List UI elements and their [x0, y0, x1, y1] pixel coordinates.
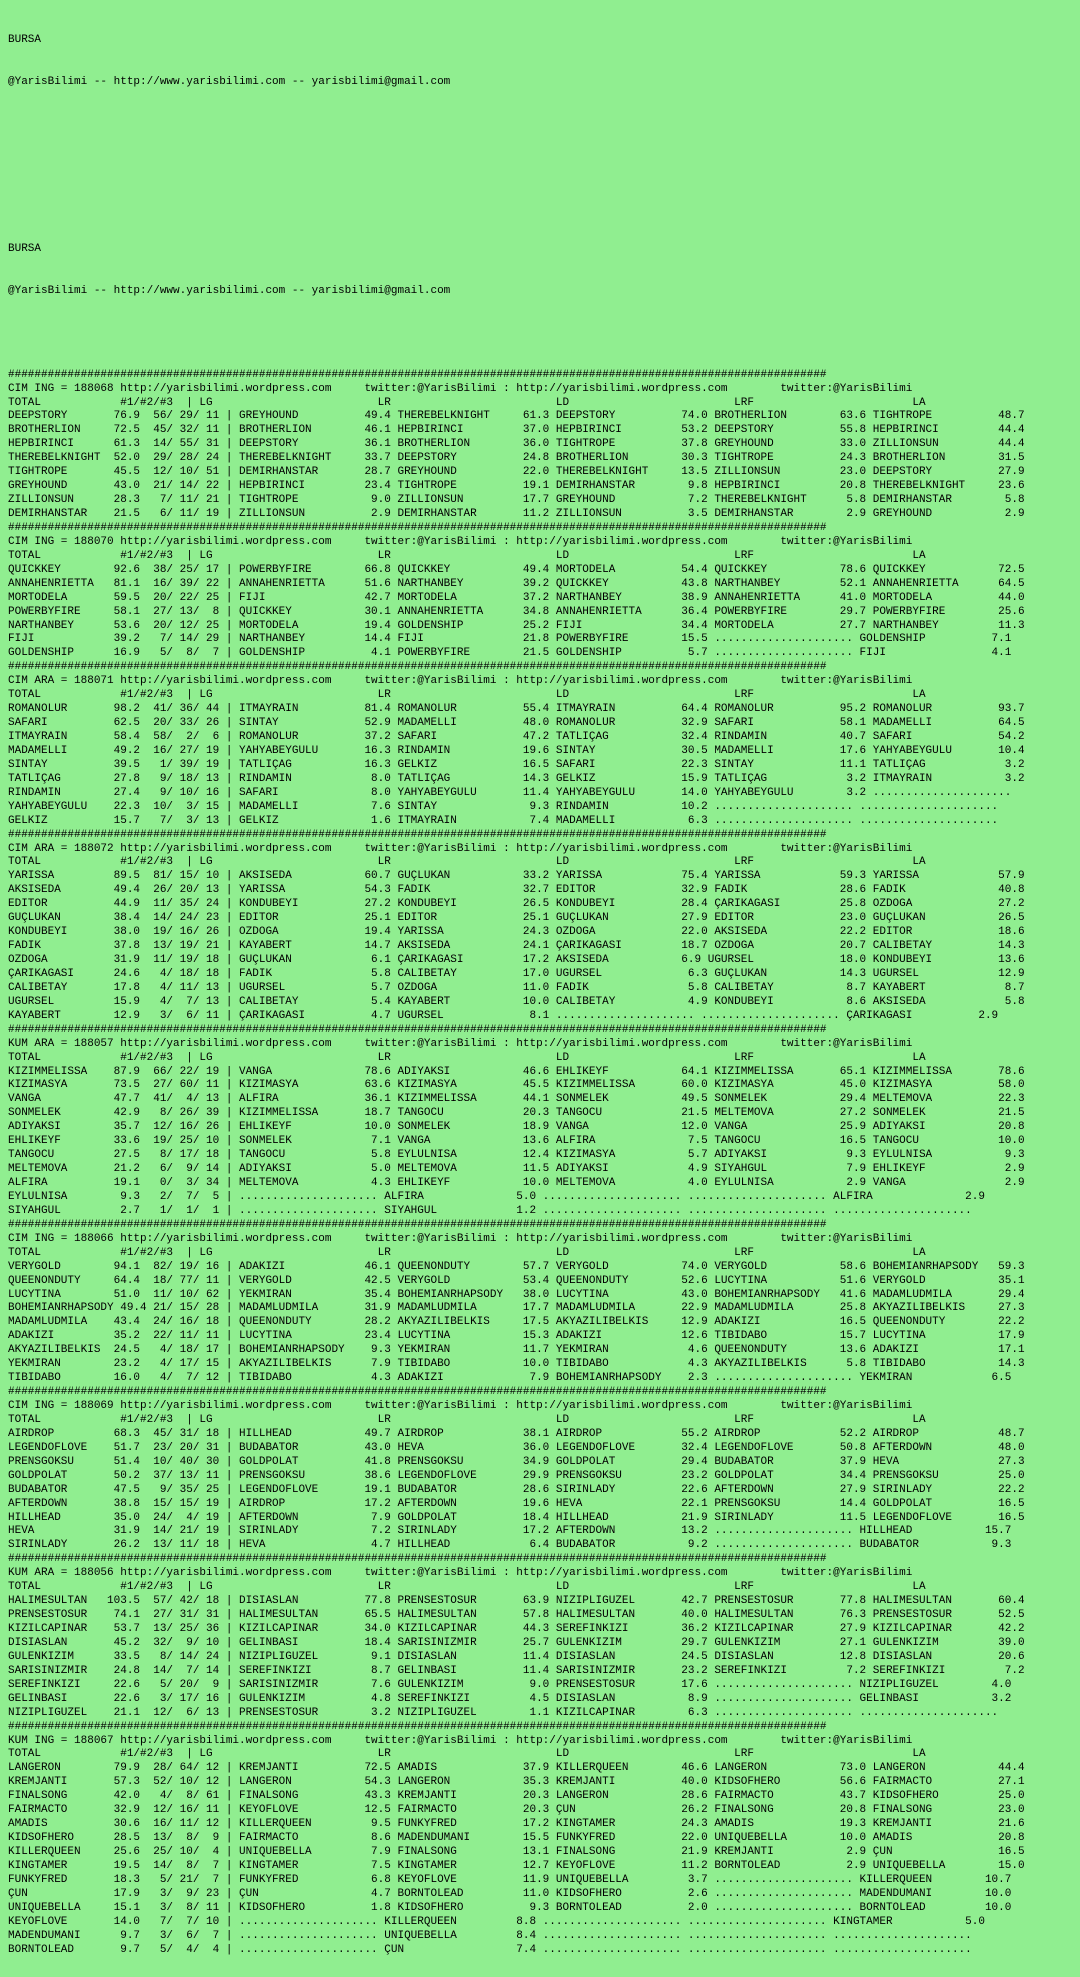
- race-row: ADAKIZI 35.2 22/ 11/ 11 | LUCYTINA 23.4 LUCYTINA 15.3 ADAKIZI 12.6 TIBIDABO 15.7 LUCYTINA 17.9: [8, 1330, 1025, 1343]
- race-row: AKYAZILIBELKIS 24.5 4/ 18/ 17 | BOHEMIANRHAPSODY 9.3 YEKMIRAN 11.7 YEKMIRAN 4.6 QUEENONDUTY 13.6 ADAKIZI 17.1: [8, 1344, 1025, 1357]
- race-row: MORTODELA 59.5 20/ 22/ 25 | FIJI 42.7 MORTODELA 37.2 NARTHANBEY 38.9 ANNAHENRIETTA 41.0 MORTODELA 44.0: [8, 591, 1025, 604]
- race-title: CIM ING = 188070 http://yarisbilimi.wordpress.com twitter:@YarisBilimi : http://yarisbilimi.wordpress.com twitter:@YarisBilimi: [8, 535, 913, 548]
- race-row: UGURSEL 15.9 4/ 7/ 13 | CALIBETAY 5.4 KAYABERT 10.0 CALIBETAY 4.9 KONDUBEYI 8.6 AKSISEDA 5.8: [8, 995, 1025, 1008]
- race-block: [8, 1721, 1072, 1958]
- race-row: DEEPSTORY 76.9 56/ 29/ 11 | GREYHOUND 49.4 THEREBELKNIGHT 61.3 DEEPSTORY 74.0 BROTHERLION 63.6 TIGHTROPE 48.7: [8, 410, 1025, 423]
- race-row: KONDUBEYI 38.0 19/ 16/ 26 | ÖZDOGA 19.4 YARISSA 24.3 ÖZDOGA 22.0 AKSISEDA 22.2 EDITÖR 18.6: [8, 926, 1025, 939]
- race-row: MELTEMOVA 21.2 6/ 9/ 14 | ADIYAKSI 5.0 MELTEMOVA 11.5 ADIYAKSI 4.9 SIYAHGÜL 7.9 EHLIKEYF 2.9: [8, 1163, 1025, 1176]
- separator-line: ############################################################################################################################: [8, 661, 827, 674]
- race-row: BORNTOLEAD 9.7 5/ 4/ 4 | ..................... ÇUN 7.4 ..................... ..................... .....................: [8, 1943, 972, 1956]
- race-row: NIZIPLIGÜZEL 21.1 12/ 6/ 13 | PRENSESTOSUR 3.2 NIZIPLIGÜZEL 1.1 KIZILCAPINAR 6.3 ..................... .....................: [8, 1706, 999, 1719]
- race-row: HEPBIRINCI 61.3 14/ 55/ 31 | DEEPSTORY 36.1 BROTHERLION 36.0 TIGHTROPE 37.8 GREYHOUND 33.0 ZILLIONSUN 44.4: [8, 438, 1025, 451]
- race-row: DEMIRHANSTAR 21.5 6/ 11/ 19 | ZILLIONSUN 2.9 DEMIRHANSTAR 11.2 ZILLIONSUN 3.5 DEMIRHANSTAR 2.9 GREYHOUND 2.9: [8, 508, 1025, 521]
- race-row: BUDABATOR 47.5 9/ 35/ 25 | LEGENDOFLOVE 19.1 BUDABATOR 28.6 SIRINLADY 22.6 AFTERDOWN 27.9 SIRINLADY 22.2: [8, 1483, 1025, 1496]
- race-row: SEREFINKIZI 22.6 5/ 20/ 9 | SARISINIZMIR 7.6 GÜLENKIZIM 9.0 PRENSESTOSUR 17.6 ..................... NIZIPLIGÜZEL 4.0: [8, 1678, 1012, 1691]
- race-row: ITMAYRAIN 58.4 58/ 2/ 6 | ROMANOLUR 37.2 SAFARI 47.2 TATLIÇAG 32.4 RINDAMIN 40.7 SAFARI 54.2: [8, 731, 1025, 744]
- race-row: ÇARIKAGASI 24.6 4/ 18/ 18 | FADIK 5.8 CALIBETAY 17.0 UGURSEL 6.3 GÜÇLÜKAN 14.3 UGURSEL 12.9: [8, 967, 1025, 980]
- race-row: HALIMESULTAN 103.5 57/ 42/ 18 | DISIASLAN 77.8 PRENSESTOSUR 63.9 NIZIPLIGÜZEL 42.7 PRENSESTOSUR 77.8 HALIMESULTAN 60.4: [8, 1595, 1025, 1608]
- race-row: PRENSESTOSUR 74.1 27/ 31/ 31 | HALIMESULTAN 65.5 HALIMESULTAN 57.8 HALIMESULTAN 40.0 HALIMESULTAN 76.3 PRENSESTOSUR 52.5: [8, 1609, 1025, 1622]
- race-block: [8, 522, 1072, 661]
- race-row: EYLÜLNISA 9.3 2/ 7/ 5 | ..................... ALFIRA 5.0 ..................... ..................... ALFIRA 2.9: [8, 1190, 985, 1203]
- race-row: MADAMELLI 49.2 16/ 27/ 19 | YAHYABEYGÜLÜ 16.3 RINDAMIN 19.6 SINTAY 30.5 MADAMELLI 17.6 YAHYABEYGÜLÜ 10.4: [8, 744, 1025, 757]
- race-row: GÜÇLÜKAN 38.4 14/ 24/ 23 | EDITÖR 25.1 EDITÖR 25.1 GÜÇLÜKAN 27.9 EDITÖR 23.0 GÜÇLÜKAN 26.5: [8, 912, 1025, 925]
- race-row: FUNKYFRED 18.3 5/ 21/ 7 | FUNKYFRED 6.8 KEYOFLOVE 11.9 UNIQUEBELLA 3.7 ..................... KILLERQUEEN 10.7: [8, 1873, 1012, 1886]
- race-row: KEYOFLOVE 14.0 7/ 7/ 10 | ..................... KILLERQUEEN 8.8 ..................... ..................... KINGTAMER 5.0: [8, 1915, 985, 1928]
- race-row: GELINBASI 22.6 3/ 17/ 16 | GÜLENKIZIM 4.8 SEREFINKIZI 4.5 DISIASLAN 8.9 ..................... GELINBASI 3.2: [8, 1692, 1012, 1705]
- race-column-header: TOTAL #1/#2/#3 | LG LR LD LRF LA: [8, 1051, 926, 1064]
- race-row: FIJI 39.2 7/ 14/ 29 | NARTHANBEY 14.4 FIJI 21.8 POWERBYFIRE 15.5 ..................... GOLDENSHIP 7.1: [8, 633, 1012, 646]
- race-row: QUICKKEY 92.6 38/ 25/ 17 | POWERBYFIRE 66.8 QUICKKEY 49.4 MORTODELA 54.4 QUICKKEY 78.6 QUICKKEY 72.5: [8, 563, 1025, 576]
- separator-line: ############################################################################################################################: [8, 1023, 827, 1036]
- race-row: PRENSGÖKSU 51.4 10/ 40/ 30 | GOLDPOLAT 41.8 PRENSGÖKSU 34.9 GOLDPOLAT 29.4 BUDABATOR 37.9 HEVA 27.3: [8, 1455, 1025, 1468]
- race-row: AKSISEDA 49.4 26/ 20/ 13 | YARISSA 54.3 FADIK 32.7 EDITÖR 32.9 FADIK 28.6 FADIK 40.8: [8, 884, 1025, 897]
- race-row: AMADIS 30.6 16/ 11/ 12 | KILLERQUEEN 9.5 FUNKYFRED 17.2 KINGTAMER 24.3 AMADIS 19.3 KREMJANTI 21.6: [8, 1818, 1025, 1831]
- race-row: SINTAY 39.5 1/ 39/ 19 | TATLIÇAG 16.3 GELKIZ 16.5 SAFARI 22.3 SINTAY 11.1 TATLIÇAG 3.2: [8, 758, 1025, 771]
- race-row: LUCYTINA 51.0 11/ 10/ 62 | YEKMIRAN 35.4 BOHEMIANRHAPSODY 38.0 LUCYTINA 43.0 BOHEMIANRHAPSODY 41.6 MADAMLUDMILA 29.4: [8, 1288, 1025, 1301]
- race-column-header: TOTAL #1/#2/#3 | LG LR LD LRF LA: [8, 1413, 926, 1426]
- race-row: POWERBYFIRE 58.1 27/ 13/ 8 | QUICKKEY 30.1 ANNAHENRIETTA 34.8 ANNAHENRIETTA 36.4 POWERBYFIRE 29.7 POWERBYFIRE 25.6: [8, 605, 1025, 618]
- race-column-header: TOTAL #1/#2/#3 | LG LR LD LRF LA: [8, 1246, 926, 1259]
- race-row: SONMELEK 42.9 8/ 26/ 39 | KIZIMMELISSA 18.7 TANGOCU 20.3 TANGOCU 21.5 MELTEMOVA 27.2 SONMELEK 21.5: [8, 1107, 1025, 1120]
- race-row: TIBIDABO 16.0 4/ 7/ 12 | TIBIDABO 4.3 ADAKIZI 7.9 BOHEMIANRHAPSODY 2.3 ..................... YEKMIRAN 6.5: [8, 1372, 1012, 1385]
- race-title: CIM ARA = 188071 http://yarisbilimi.wordpress.com twitter:@YarisBilimi : http://yarisbilimi.wordpress.com twitter:@YarisBilimi: [8, 675, 913, 688]
- race-row: AFTERDOWN 38.8 15/ 15/ 19 | AIRDROP 17.2 AFTERDOWN 19.6 HEVA 22.1 PRENSGÖKSU 14.4 GOLDPOLAT 16.5: [8, 1497, 1025, 1510]
- race-row: RINDAMIN 27.4 9/ 10/ 16 | SAFARI 8.0 YAHYABEYGÜLÜ 11.4 YAHYABEYGÜLÜ 14.0 YAHYABEYGÜLÜ 3.2 .....................: [8, 786, 1012, 799]
- separator-line: ############################################################################################################################: [8, 1553, 827, 1566]
- race-row: GOLDENSHIP 16.9 5/ 8/ 7 | GOLDENSHIP 4.1 POWERBYFIRE 21.5 GOLDENSHIP 5.7 ..................... FIJI 4.1: [8, 647, 1012, 660]
- race-row: KIZIMMELISSA 87.9 66/ 22/ 19 | VANGA 78.6 ADIYAKSI 46.6 EHLIKEYF 64.1 KIZIMMELISSA 65.1 KIZIMMELISSA 78.6: [8, 1065, 1025, 1078]
- race-column-header: TOTAL #1/#2/#3 | LG LR LD LRF LA: [8, 549, 926, 562]
- blank-line: [8, 118, 1072, 132]
- race-row: BROTHERLION 72.5 45/ 32/ 11 | BROTHERLION 46.1 HEPBIRINCI 37.0 HEPBIRINCI 53.2 DEEPSTORY 55.8 HEPBIRINCI 44.4: [8, 424, 1025, 437]
- race-row: KIZILCAPINAR 53.7 13/ 25/ 36 | KIZILCAPINAR 34.0 KIZILCAPINAR 44.3 SEREFINKIZI 36.2 KIZILCAPINAR 27.9 KIZILCAPINAR 42.2: [8, 1623, 1025, 1636]
- race-row: GELKIZ 15.7 7/ 3/ 13 | GELKIZ 1.6 ITMAYRAIN 7.4 MADAMELLI 6.3 ..................... .....................: [8, 814, 999, 827]
- race-column-header: TOTAL #1/#2/#3 | LG LR LD LRF LA: [8, 689, 926, 702]
- race-row: ADIYAKSI 35.7 12/ 16/ 26 | EHLIKEYF 10.0 SONMELEK 18.9 VANGA 12.0 VANGA 25.9 ADIYAKSI 20.8: [8, 1121, 1025, 1134]
- separator-line: ############################################################################################################################: [8, 1386, 827, 1399]
- race-row: YEKMIRAN 23.2 4/ 17/ 15 | AKYAZILIBELKIS 7.9 TIBIDABO 10.0 TIBIDABO 4.3 AKYAZILIBELKIS 5.8 TIBIDABO 14.3: [8, 1358, 1025, 1371]
- separator-line: ############################################################################################################################: [8, 1720, 827, 1733]
- race-title: KUM ING = 188067 http://yarisbilimi.wordpress.com twitter:@YarisBilimi : http://yarisbilimi.wordpress.com twitter:@YarisBilimi: [8, 1734, 913, 1747]
- race-row: LANGERON 79.9 28/ 64/ 12 | KREMJANTI 72.5 AMADIS 37.9 KILLERQUEEN 46.6 LANGERON 73.0 LANGERON 44.4: [8, 1762, 1025, 1775]
- race-block: [8, 1219, 1072, 1386]
- race-row: GOLDPOLAT 50.2 37/ 13/ 11 | PRENSGÖKSU 38.6 LEGENDOFLOVE 29.9 PRENSGÖKSU 23.2 GOLDPOLAT 34.4 PRENSGÖKSU 25.0: [8, 1469, 1025, 1482]
- race-title: KUM ARA = 188057 http://yarisbilimi.wordpress.com twitter:@YarisBilimi : http://yarisbilimi.wordpress.com twitter:@YarisBilimi: [8, 1037, 913, 1050]
- race-row: ALFIRA 19.1 0/ 3/ 34 | MELTEMOVA 4.3 EHLIKEYF 10.0 MELTEMOVA 4.0 EYLÜLNISA 2.9 VANGA 2.9: [8, 1177, 1025, 1190]
- race-row: KAYABERT 12.9 3/ 6/ 11 | ÇARIKAGASI 4.7 UGURSEL 8.1 ..................... ..................... ÇARIKAGASI 2.9: [8, 1009, 999, 1022]
- race-row: NARTHANBEY 53.6 20/ 12/ 25 | MORTODELA 19.4 GOLDENSHIP 25.2 FIJI 34.4 MORTODELA 27.7 NARTHANBEY 11.3: [8, 619, 1025, 632]
- race-row: VANGA 47.7 41/ 4/ 13 | ALFIRA 36.1 KIZIMMELISSA 44.1 SONMELEK 49.5 SONMELEK 29.4 MELTEMOVA 22.3: [8, 1093, 1025, 1106]
- race-column-header: TOTAL #1/#2/#3 | LG LR LD LRF LA: [8, 396, 926, 409]
- race-row: KIZIMASYA 73.5 27/ 60/ 11 | KIZIMASYA 63.6 KIZIMASYA 45.5 KIZIMMELISSA 60.0 KIZIMASYA 45.0 KIZIMASYA 58.0: [8, 1079, 1025, 1092]
- separator-line: ############################################################################################################################: [8, 368, 827, 381]
- race-row: HILLHEAD 35.0 24/ 4/ 19 | AFTERDOWN 7.9 GOLDPOLAT 18.4 HILLHEAD 21.9 SIRINLADY 11.5 LEGENDOFLOVE 16.5: [8, 1511, 1025, 1524]
- race-row: VERYGOLD 94.1 82/ 19/ 16 | ADAKIZI 46.1 QUEENONDUTY 57.7 VERYGOLD 74.0 VERYGOLD 58.6 BOHEMIANRHAPSODY 59.3: [8, 1260, 1025, 1273]
- race-row: MADENDUMANI 9.7 3/ 6/ 7 | ..................... UNIQUEBELLA 8.4 ..................... ..................... .....................: [8, 1929, 972, 1942]
- race-row: LEGENDOFLOVE 51.7 23/ 20/ 31 | BUDABATOR 43.0 HEVA 36.0 LEGENDOFLOVE 32.4 LEGENDOFLOVE 50.8 AFTERDOWN 48.0: [8, 1441, 1025, 1454]
- race-title: CIM ING = 188066 http://yarisbilimi.wordpress.com twitter:@YarisBilimi : http://yarisbilimi.wordpress.com twitter:@YarisBilimi: [8, 1232, 913, 1245]
- race-row: GREYHOUND 43.0 21/ 14/ 22 | HEPBIRINCI 23.4 TIGHTROPE 19.1 DEMIRHANSTAR 9.8 HEPBIRINCI 20.8 THEREBELKNIGHT 23.6: [8, 480, 1025, 493]
- contact-line: @YarisBilimi -- http://www.yarisbilimi.com -- yarisbilimi@gmail.com: [8, 284, 451, 297]
- race-block: [8, 1386, 1072, 1553]
- race-row: EDITÖR 44.9 11/ 35/ 24 | KONDUBEYI 27.2 KONDUBEYI 26.5 KONDUBEYI 28.4 ÇARIKAGASI 25.8 ÖZDOGA 27.2: [8, 898, 1025, 911]
- race-row: GÜLENKIZIM 33.5 8/ 14/ 24 | NIZIPLIGÜZEL 9.1 DISIASLAN 11.4 DISIASLAN 24.5 DISIASLAN 12.8 DISIASLAN 20.6: [8, 1650, 1025, 1663]
- race-row: YAHYABEYGÜLÜ 22.3 10/ 3/ 15 | MADAMELLI 7.6 SINTAY 9.3 RINDAMIN 10.2 ..................... .....................: [8, 800, 999, 813]
- race-row: FAIRMACTO 32.9 12/ 16/ 11 | KEYOFLOVE 12.5 FAIRMACTO 20.3 ÇUN 26.2 FINALSONG 20.8 FINALSONG 23.0: [8, 1804, 1025, 1817]
- race-title: CIM ARA = 188072 http://yarisbilimi.wordpress.com twitter:@YarisBilimi : http://yarisbilimi.wordpress.com twitter:@YarisBilimi: [8, 842, 913, 855]
- race-row: TANGOCU 27.5 8/ 17/ 18 | TANGOCU 5.8 EYLÜLNISA 12.4 KIZIMASYA 5.7 ADIYAKSI 9.3 EYLÜLNISA 9.3: [8, 1149, 1025, 1162]
- race-row: AIRDROP 68.3 45/ 31/ 18 | HILLHEAD 49.7 AIRDROP 38.1 AIRDROP 55.2 AIRDROP 52.2 AIRDROP 48.7: [8, 1427, 1025, 1440]
- race-row: ÇUN 17.9 3/ 9/ 23 | ÇUN 4.7 BORNTOLEAD 11.0 KIDSOFHERO 2.6 ..................... MADENDUMANI 10.0: [8, 1887, 1012, 1900]
- separator-line: ############################################################################################################################: [8, 521, 827, 534]
- race-row: ANNAHENRIETTA 81.1 16/ 39/ 22 | ANNAHENRIETTA 51.6 NARTHANBEY 39.2 QUICKKEY 43.8 NARTHANBEY 52.1 ANNAHENRIETTA 64.5: [8, 577, 1025, 590]
- race-row: YARISSA 89.5 81/ 15/ 10 | AKSISEDA 60.7 GÜÇLÜKAN 33.2 YARISSA 75.4 YARISSA 59.3 YARISSA 57.9: [8, 870, 1025, 883]
- race-row: UNIQUEBELLA 15.1 3/ 8/ 11 | KIDSOFHERO 1.8 KIDSOFHERO 9.3 BORNTOLEAD 2.0 ..................... BORNTOLEAD 10.0: [8, 1901, 1012, 1914]
- blank-line: [8, 327, 1072, 341]
- race-block: [8, 829, 1072, 1024]
- race-row: DISIASLAN 45.2 32/ 9/ 10 | GELINBASI 18.4 SARISINIZMIR 25.7 GÜLENKIZIM 29.7 GÜLENKIZIM 27.1 GÜLENKIZIM 39.0: [8, 1636, 1025, 1649]
- race-row: SARISINIZMIR 24.8 14/ 7/ 14 | SEREFINKIZI 8.7 GELINBASI 11.4 SARISINIZMIR 23.2 SEREFINKIZI 7.2 SEREFINKIZI 7.2: [8, 1664, 1025, 1677]
- race-row: ZILLIONSUN 28.3 7/ 11/ 21 | TIGHTROPE 9.0 ZILLIONSUN 17.7 GREYHOUND 7.2 THEREBELKNIGHT 5.8 DEMIRHANSTAR 5.8: [8, 494, 1025, 507]
- race-row: SIYAHGÜL 2.7 1/ 1/ 1 | ..................... SIYAHGÜL 1.2 ..................... ..................... .....................: [8, 1204, 972, 1217]
- race-block: [8, 1024, 1072, 1219]
- race-row: THEREBELKNIGHT 52.0 29/ 28/ 24 | THEREBELKNIGHT 33.7 DEEPSTORY 24.8 BROTHERLION 30.3 TIGHTROPE 24.3 BROTHERLION 31.5: [8, 452, 1025, 465]
- city-title: BURSA: [8, 33, 42, 46]
- race-block: [8, 661, 1072, 828]
- race-row: KREMJANTI 57.3 52/ 10/ 12 | LANGERON 54.3 LANGERON 35.3 KREMJANTI 40.0 KIDSOFHERO 56.6 FAIRMACTO 27.1: [8, 1776, 1025, 1789]
- separator-line: ############################################################################################################################: [8, 828, 827, 841]
- race-title: CIM ING = 188069 http://yarisbilimi.wordpress.com twitter:@YarisBilimi : http://yarisbilimi.wordpress.com twitter:@YarisBilimi: [8, 1400, 913, 1413]
- contact-line: @YarisBilimi -- http://www.yarisbilimi.com -- yarisbilimi@gmail.com: [8, 75, 451, 88]
- blank-line: [8, 159, 1072, 173]
- race-row: EHLIKEYF 33.6 19/ 25/ 10 | SONMELEK 7.1 VANGA 13.6 ALFIRA 7.5 TANGOCU 16.5 TANGOCU 10.0: [8, 1135, 1025, 1148]
- race-row: MADAMLUDMILA 43.4 24/ 16/ 18 | QUEENONDUTY 28.2 AKYAZILIBELKIS 17.5 AKYAZILIBELKIS 12.9 ADAKIZI 16.5 QUEENONDUTY 22.2: [8, 1316, 1025, 1329]
- race-row: CALIBETAY 17.8 4/ 11/ 13 | UGURSEL 5.7 ÖZDOGA 11.0 FADIK 5.8 CALIBETAY 8.7 KAYABERT 8.7: [8, 981, 1025, 994]
- race-title: KUM ARA = 188056 http://yarisbilimi.wordpress.com twitter:@YarisBilimi : http://yarisbilimi.wordpress.com twitter:@YarisBilimi: [8, 1567, 913, 1580]
- race-row: FADIK 37.8 13/ 19/ 21 | KAYABERT 14.7 AKSISEDA 24.1 ÇARIKAGASI 18.7 ÖZDOGA 20.7 CALIBETAY 14.3: [8, 940, 1025, 953]
- race-row: ÖZDOGA 31.9 11/ 19/ 18 | GÜÇLÜKAN 6.1 ÇARIKAGASI 17.2 AKSISEDA 6.9 UGURSEL 18.0 KONDUBEYI 13.6: [8, 954, 1025, 967]
- race-block: [8, 369, 1072, 522]
- race-row: SAFARI 62.5 20/ 33/ 26 | SINTAY 52.9 MADAMELLI 48.0 ROMANOLUR 32.9 SAFARI 58.1 MADAMELLI 64.5: [8, 717, 1025, 730]
- race-column-header: TOTAL #1/#2/#3 | LG LR LD LRF LA: [8, 1581, 926, 1594]
- race-title: CIM ING = 188068 http://yarisbilimi.wordpress.com twitter:@YarisBilimi : http://yarisbilimi.wordpress.com twitter:@YarisBilimi: [8, 382, 913, 395]
- race-row: BOHEMIANRHAPSODY 49.4 21/ 15/ 28 | MADAMLUDMILA 31.9 MADAMLUDMILA 17.7 MADAMLUDMILA 22.9 MADAMLUDMILA 25.8 AKYAZILIBELKIS 27.3: [8, 1302, 1025, 1315]
- race-row: KINGTAMER 19.5 14/ 8/ 7 | KINGTAMER 7.5 KINGTAMER 12.7 KEYOFLOVE 11.2 BORNTOLEAD 2.9 UNIQUEBELLA 15.0: [8, 1859, 1025, 1872]
- race-column-header: TOTAL #1/#2/#3 | LG LR LD LRF LA: [8, 1748, 926, 1761]
- race-row: KIDSOFHERO 28.5 13/ 8/ 9 | FAIRMACTO 8.6 MADENDUMANI 15.5 FUNKYFRED 22.0 UNIQUEBELLA 10.0 AMADIS 20.8: [8, 1832, 1025, 1845]
- separator-line: ############################################################################################################################: [8, 1218, 827, 1231]
- race-row: ROMANOLUR 98.2 41/ 36/ 44 | ITMAYRAIN 81.4 ROMANOLUR 55.4 ITMAYRAIN 64.4 ROMANOLUR 95.2 ROMANOLUR 93.7: [8, 703, 1025, 716]
- race-row: SIRINLADY 26.2 13/ 11/ 18 | HEVA 4.7 HILLHEAD 6.4 BUDABATOR 9.2 ..................... BUDABATOR 9.3: [8, 1539, 1012, 1552]
- race-row: TATLIÇAG 27.8 9/ 18/ 13 | RINDAMIN 8.0 TATLIÇAG 14.3 GELKIZ 15.9 TATLIÇAG 3.2 ITMAYRAIN 3.2: [8, 772, 1025, 785]
- race-block: [8, 1553, 1072, 1720]
- race-list: [8, 369, 1072, 1958]
- race-row: TIGHTROPE 45.5 12/ 10/ 51 | DEMIRHANSTAR 28.7 GREYHOUND 22.0 THEREBELKNIGHT 13.5 ZILLIONSUN 23.0 DEEPSTORY 27.9: [8, 466, 1025, 479]
- race-row: FINALSONG 42.0 4/ 8/ 61 | FINALSONG 43.3 KREMJANTI 20.3 LANGERON 28.6 FAIRMACTO 43.7 KIDSOFHERO 25.0: [8, 1790, 1025, 1803]
- city-title: BURSA: [8, 243, 42, 256]
- race-row: QUEENONDUTY 64.4 18/ 77/ 11 | VERYGOLD 42.5 VERYGOLD 53.4 QUEENONDUTY 52.6 LUCYTINA 51.6 VERYGOLD 35.1: [8, 1274, 1025, 1287]
- race-column-header: TOTAL #1/#2/#3 | LG LR LD LRF LA: [8, 856, 926, 869]
- race-row: KILLERQUEEN 25.6 25/ 10/ 4 | UNIQUEBELLA 7.9 FINALSONG 13.1 FINALSONG 21.9 KREMJANTI 2.9 ÇUN 16.5: [8, 1846, 1025, 1859]
- blank-line: [8, 201, 1072, 215]
- race-row: HEVA 31.9 14/ 21/ 19 | SIRINLADY 7.2 SIRINLADY 17.2 AFTERDOWN 13.2 ..................... HILLHEAD 15.7: [8, 1525, 1012, 1538]
